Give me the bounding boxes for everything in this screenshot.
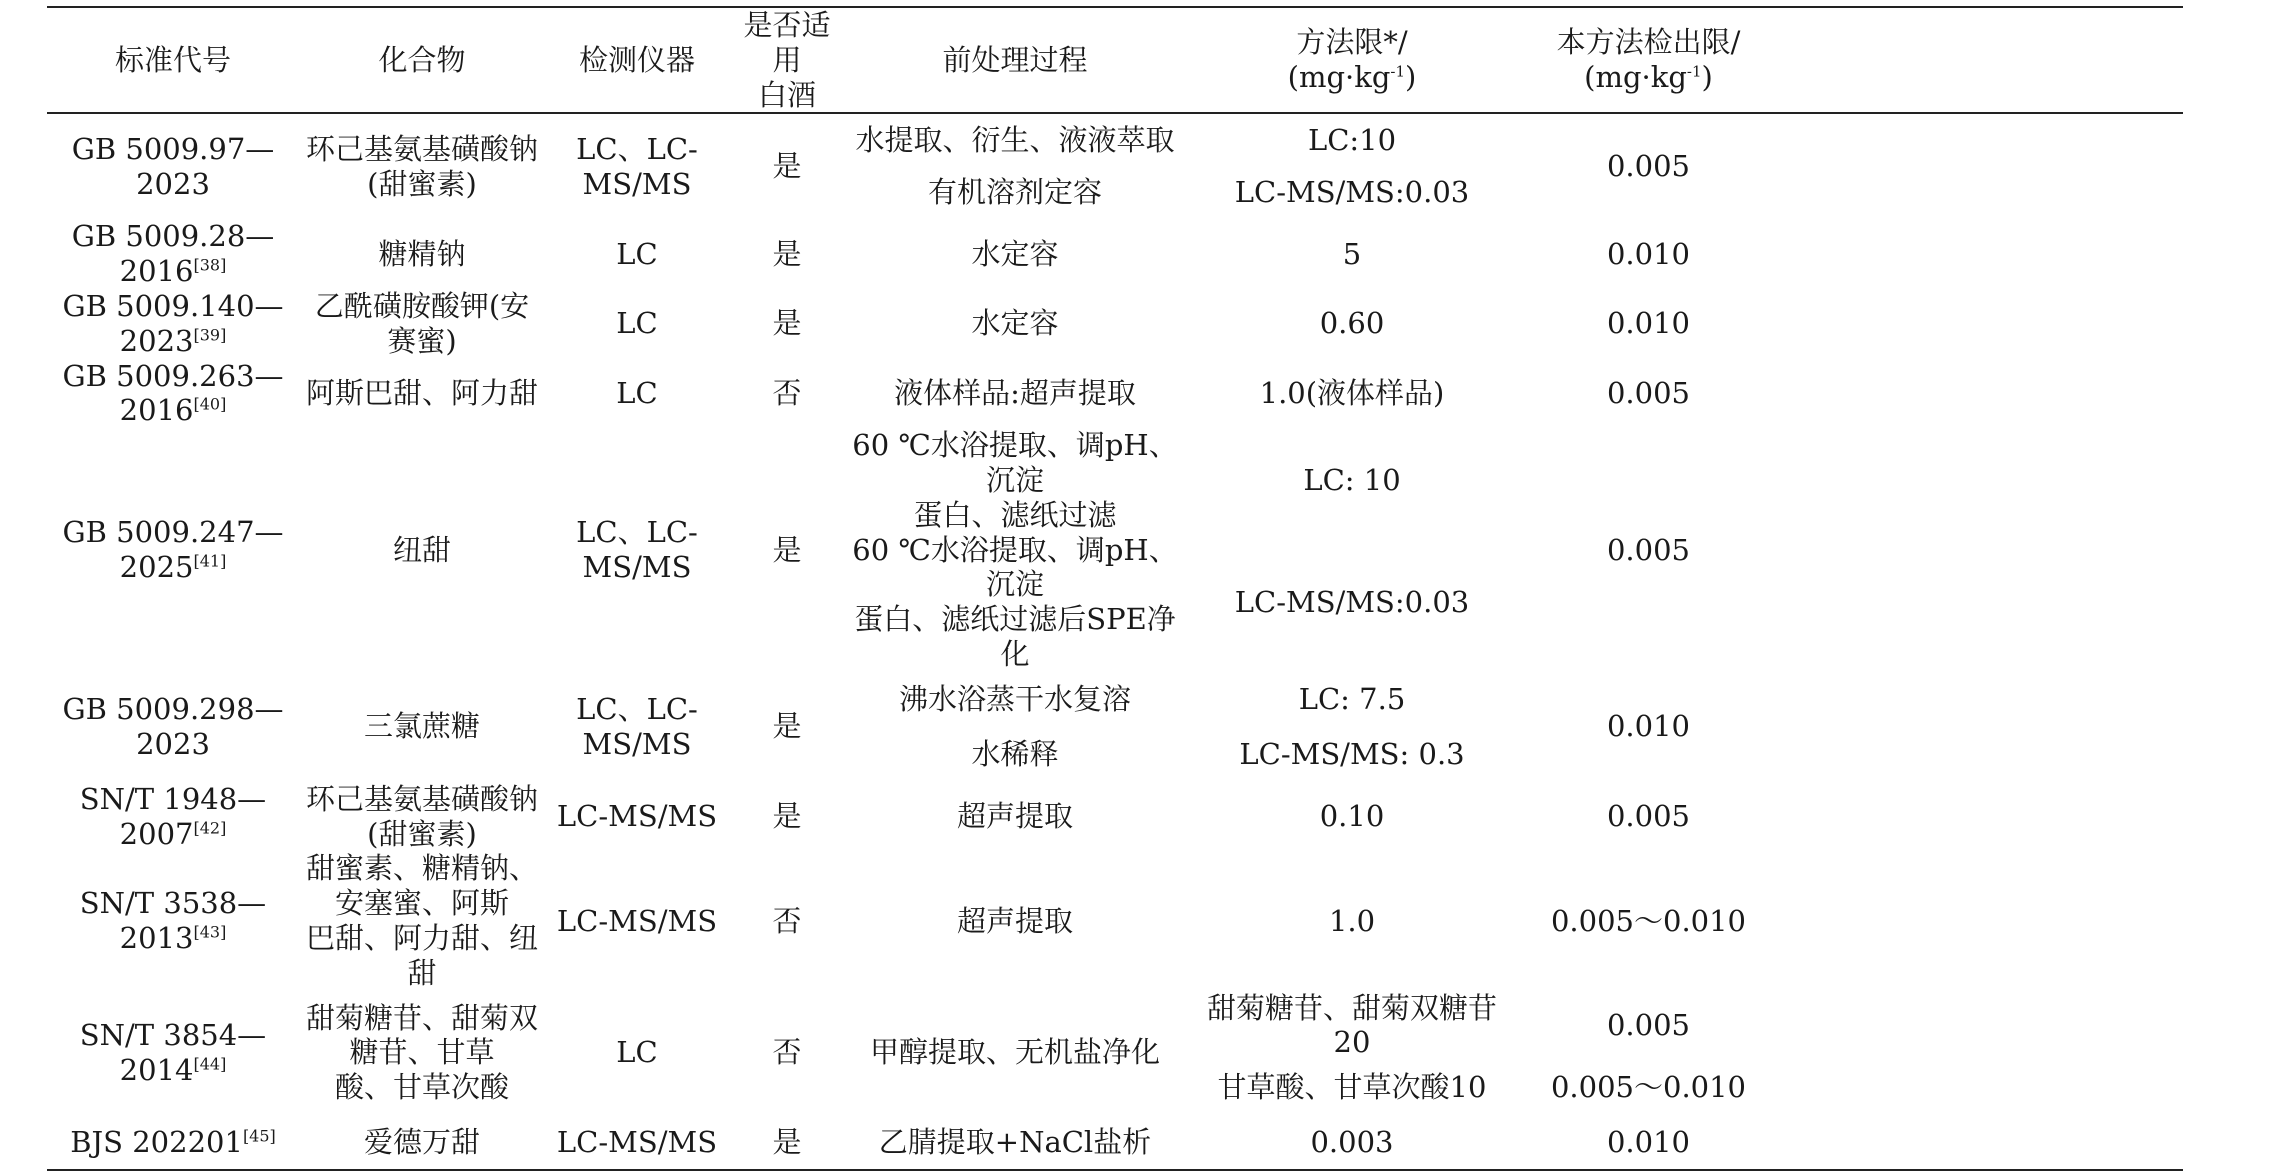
cell-pretreatment: 甲醇提取、无机盐净化 bbox=[869, 1035, 1160, 1070]
cell-pretreatment: 60 ℃水浴提取、调pH、沉淀 蛋白、滤纸过滤后SPE净化 bbox=[852, 532, 1178, 671]
cell-compound: 爱德万甜 bbox=[363, 1124, 480, 1159]
cell-pretreatment: 液体样品:超声提取 bbox=[894, 375, 1136, 410]
cell-method-limit: 0.10 bbox=[1319, 799, 1385, 834]
cell-standard: GB 5009.263—2016[40] bbox=[62, 358, 284, 428]
cell-compound: 三氯蔗糖 bbox=[363, 709, 480, 744]
cell-compound: 乙酰磺胺酸钾(安赛蜜) bbox=[314, 288, 530, 358]
cell-compound: 甜菊糖苷、甜菊双糖苷、甘草 酸、甘草次酸 bbox=[305, 1000, 538, 1105]
cell-baijiu: 是 bbox=[772, 799, 802, 834]
table-body bbox=[47, 113, 2183, 1170]
cell-pretreatment: 超声提取 bbox=[956, 799, 1073, 834]
cell-pretreatment: 有机溶剂定容 bbox=[927, 175, 1102, 210]
cell-baijiu: 否 bbox=[772, 1035, 802, 1070]
cell-detection-limit: 0.005 bbox=[1606, 375, 1691, 410]
table-row bbox=[47, 289, 2183, 359]
cell-instrument: LC-MS/MS bbox=[556, 1124, 718, 1159]
cell-baijiu: 是 bbox=[772, 306, 802, 341]
cell-pretreatment: 水定容 bbox=[971, 236, 1059, 271]
cell-standard: SN/T 3854—2014[44] bbox=[79, 1018, 267, 1087]
cell-pretreatment: 60 ℃水浴提取、调pH、沉淀 蛋白、滤纸过滤 bbox=[852, 428, 1178, 532]
table-row bbox=[47, 782, 2183, 852]
cell-compound: 甜蜜素、糖精钠、安塞蜜、阿斯 巴甜、阿力甜、纽甜 bbox=[305, 851, 538, 990]
cell-detection-limit: 0.010 bbox=[1606, 1124, 1691, 1159]
cell-detection-limit: 0.005 bbox=[1606, 532, 1691, 567]
cell-standard: SN/T 3538—2013[43] bbox=[79, 886, 267, 955]
header-standard: 标准代号 bbox=[114, 42, 231, 77]
cell-compound: 环己基氨基磺酸钠(甜蜜素) bbox=[305, 781, 538, 851]
cell-pretreatment: 乙腈提取+NaCl盐析 bbox=[878, 1124, 1152, 1159]
cell-standard: GB 5009.247—2025[41] bbox=[62, 515, 284, 584]
cell-detection-limit: 0.010 bbox=[1606, 709, 1691, 744]
cell-baijiu: 是 bbox=[772, 1124, 802, 1159]
cell-detection-limit: 0.010 bbox=[1606, 306, 1691, 341]
cell-method-limit: LC-MS/MS: 0.3 bbox=[1239, 736, 1465, 771]
table-row bbox=[47, 359, 2183, 429]
cell-baijiu: 否 bbox=[772, 903, 802, 938]
cell-compound: 阿斯巴甜、阿力甜 bbox=[305, 375, 538, 410]
table-row bbox=[47, 851, 2183, 990]
table-header bbox=[47, 7, 2183, 113]
cell-compound: 环己基氨基磺酸钠(甜蜜素) bbox=[305, 132, 538, 201]
cell-instrument: LC-MS/MS bbox=[556, 799, 718, 834]
cell-method-limit: 5 bbox=[1342, 236, 1362, 271]
cell-instrument: LC、LC-MS/MS bbox=[576, 691, 698, 761]
header-pretreatment: 前处理过程 bbox=[942, 42, 1088, 77]
cell-baijiu: 是 bbox=[772, 236, 802, 271]
table-row bbox=[47, 991, 2183, 1061]
cell-instrument: LC bbox=[616, 375, 658, 410]
cell-instrument: LC bbox=[616, 236, 658, 271]
sweetener-standards-table-wrapper bbox=[47, 6, 2183, 1171]
cell-instrument: LC、LC-MS/MS bbox=[576, 515, 698, 584]
cell-instrument: LC bbox=[616, 1035, 658, 1070]
header-detection-limit: 本方法检出限/ $(mg\cdot kg^{-1})$ bbox=[1556, 25, 1741, 95]
cell-method-limit: LC-MS/MS:0.03 bbox=[1234, 175, 1470, 210]
cell-method-limit: 甜菊糖苷、甜菊双糖苷20 bbox=[1206, 990, 1497, 1060]
cell-detection-limit: 0.005～0.010 bbox=[1550, 903, 1747, 938]
cell-standard: GB 5009.97—2023 bbox=[71, 132, 275, 201]
table-row bbox=[47, 1115, 2183, 1170]
table-row bbox=[47, 219, 2183, 289]
table-row bbox=[47, 113, 2183, 166]
cell-method-limit: LC: 10 bbox=[1303, 462, 1401, 497]
header-instrument: 检测仪器 bbox=[578, 42, 695, 77]
cell-standard: GB 5009.140—2023[39] bbox=[62, 288, 284, 358]
cell-detection-limit: 0.010 bbox=[1606, 236, 1691, 271]
cell-baijiu: 是 bbox=[772, 532, 802, 567]
cell-pretreatment: 水提取、衍生、液液萃取 bbox=[855, 122, 1175, 157]
table-row bbox=[47, 672, 2183, 727]
cell-method-limit: LC:10 bbox=[1307, 122, 1397, 157]
cell-baijiu: 是 bbox=[772, 149, 802, 184]
cell-method-limit: 0.003 bbox=[1310, 1124, 1394, 1159]
cell-baijiu: 否 bbox=[772, 375, 802, 410]
cell-pretreatment: 水稀释 bbox=[971, 736, 1059, 771]
cell-instrument: LC bbox=[616, 306, 658, 341]
cell-method-limit: 0.60 bbox=[1319, 306, 1385, 341]
cell-standard: GB 5009.28—2016[38] bbox=[71, 219, 275, 289]
cell-standard: SN/T 1948—2007[42] bbox=[79, 781, 267, 851]
sweetener-standards-table bbox=[47, 6, 2183, 1171]
cell-baijiu: 是 bbox=[772, 709, 802, 744]
cell-detection-limit: 0.005 bbox=[1606, 149, 1691, 184]
cell-pretreatment: 沸水浴蒸干水复溶 bbox=[898, 681, 1131, 716]
cell-method-limit: LC-MS/MS:0.03 bbox=[1234, 584, 1470, 619]
table-row bbox=[47, 428, 2183, 532]
cell-detection-limit: 0.005～0.010 bbox=[1550, 1070, 1747, 1105]
header-spacer bbox=[1778, 7, 2183, 113]
cell-method-limit: 1.0(液体样品) bbox=[1259, 375, 1445, 410]
cell-compound: 糖精钠 bbox=[378, 236, 466, 271]
cell-pretreatment: 超声提取 bbox=[956, 903, 1073, 938]
cell-detection-limit: 0.005 bbox=[1606, 1007, 1691, 1042]
cell-detection-limit: 0.005 bbox=[1606, 799, 1691, 834]
cell-standard: BJS 202201[45] bbox=[70, 1124, 276, 1159]
cell-method-limit: 甘草酸、甘草次酸10 bbox=[1217, 1070, 1487, 1105]
cell-compound: 纽甜 bbox=[392, 532, 451, 567]
header-method-limit: 方法限*/ $(mg\cdot kg^{-1})$ bbox=[1287, 25, 1417, 95]
cell-instrument: LC-MS/MS bbox=[556, 903, 718, 938]
cell-method-limit: LC: 7.5 bbox=[1298, 681, 1406, 716]
cell-pretreatment: 水定容 bbox=[971, 306, 1059, 341]
header-compound: 化合物 bbox=[378, 42, 466, 77]
cell-method-limit: 1.0 bbox=[1328, 903, 1376, 938]
header-baijiu: 是否适用 白酒 bbox=[743, 8, 831, 112]
cell-instrument: LC、LC-MS/MS bbox=[576, 132, 698, 201]
cell-standard: GB 5009.298—2023 bbox=[62, 691, 284, 761]
